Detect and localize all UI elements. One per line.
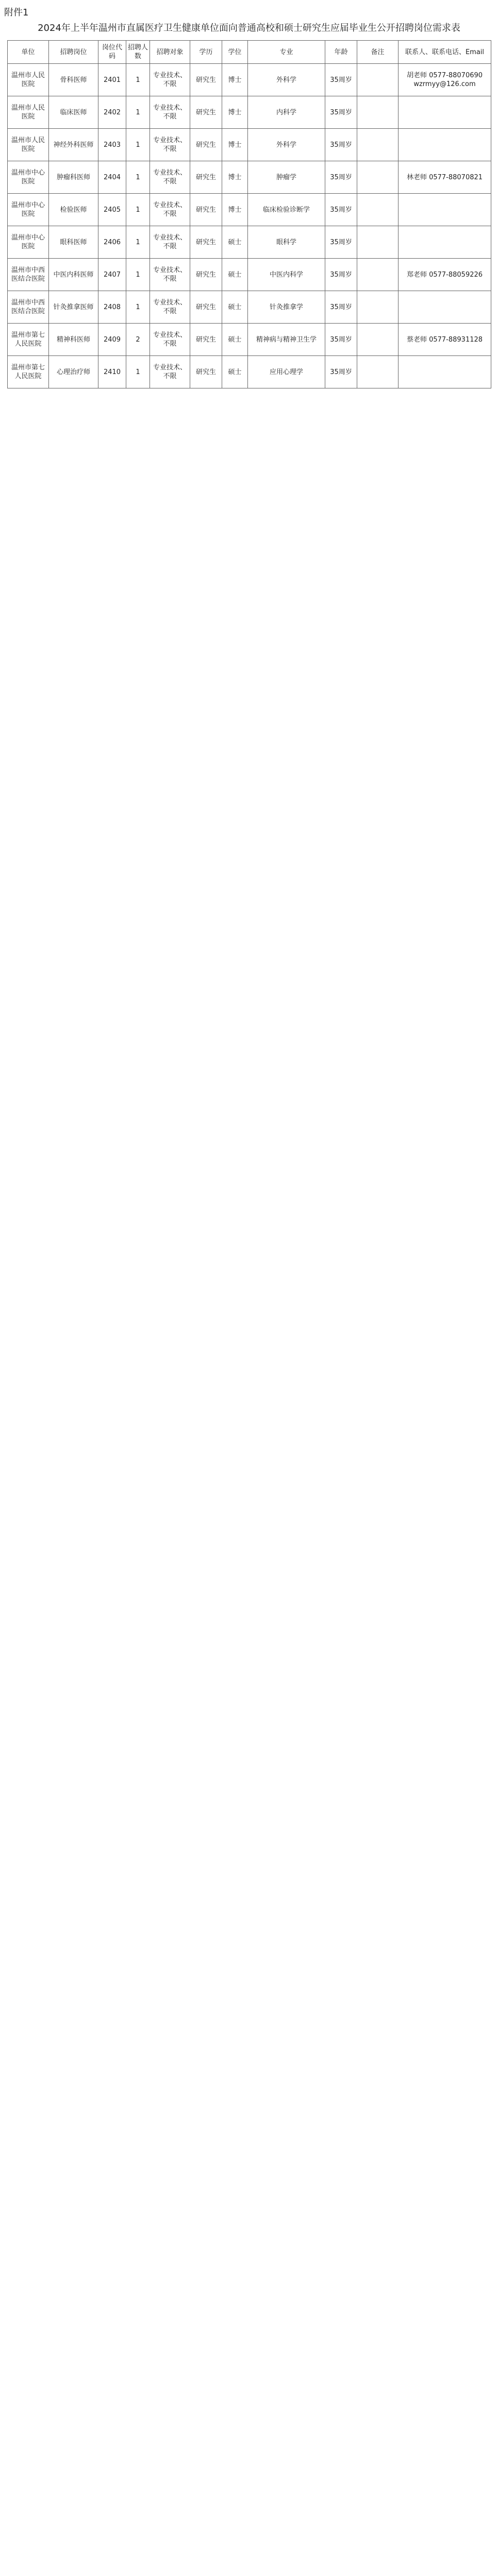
table-cell: 硕士: [222, 291, 248, 324]
table-cell: [357, 324, 399, 356]
table-cell: 研究生: [190, 194, 222, 226]
table-cell: 精神病与精神卫生学: [248, 324, 325, 356]
table-cell: 硕士: [222, 324, 248, 356]
table-cell: 专业技术、不限: [150, 129, 190, 161]
table-cell: 1: [126, 226, 150, 259]
table-cell: 硕士: [222, 356, 248, 388]
table-cell: 博士: [222, 96, 248, 129]
column-header: 招聘岗位: [49, 41, 98, 64]
table-cell: 专业技术、不限: [150, 291, 190, 324]
column-header: 专业: [248, 41, 325, 64]
table-cell: 中医内科学: [248, 259, 325, 291]
table-row: [8, 291, 491, 324]
table-cell: 内科学: [248, 96, 325, 129]
table-row: [8, 64, 491, 96]
table-cell: 35周岁: [325, 64, 357, 96]
table-cell: 专业技术、不限: [150, 64, 190, 96]
table-row: [8, 96, 491, 129]
table-cell: 35周岁: [325, 194, 357, 226]
table-cell: 肿瘤学: [248, 161, 325, 194]
table-cell: 温州市中心医院: [8, 226, 49, 259]
attachment-label: 附件1: [4, 7, 29, 18]
table-cell: [399, 226, 491, 259]
table-cell: 2408: [98, 291, 126, 324]
table-cell: [357, 194, 399, 226]
table-cell: 研究生: [190, 226, 222, 259]
table-cell: 温州市中心医院: [8, 194, 49, 226]
table-cell: 针灸推拿医师: [49, 291, 98, 324]
table-cell: 2405: [98, 194, 126, 226]
table-cell: 1: [126, 129, 150, 161]
table-cell: 2406: [98, 226, 126, 259]
table-cell: 针灸推拿学: [248, 291, 325, 324]
table-row: [8, 259, 491, 291]
table-cell: 1: [126, 64, 150, 96]
table-cell: 2410: [98, 356, 126, 388]
table-cell: 温州市中西医结合医院: [8, 291, 49, 324]
table-cell: [399, 291, 491, 324]
column-header: 单位: [8, 41, 49, 64]
table-cell: 心理治疗师: [49, 356, 98, 388]
table-cell: 硕士: [222, 259, 248, 291]
table-cell: 35周岁: [325, 324, 357, 356]
table-cell: 专业技术、不限: [150, 96, 190, 129]
table-cell: 1: [126, 259, 150, 291]
table-cell: 郑老师 0577-88059226: [399, 259, 491, 291]
table-cell: 温州市人民医院: [8, 96, 49, 129]
page-title: 2024年上半年温州市直属医疗卫生健康单位面向普通高校和硕士研究生应届毕业生公开招聘岗位需求表: [38, 23, 460, 33]
table-cell: 温州市人民医院: [8, 129, 49, 161]
table-cell: 1: [126, 96, 150, 129]
table-cell: 研究生: [190, 291, 222, 324]
table-cell: 35周岁: [325, 291, 357, 324]
table-cell: 研究生: [190, 96, 222, 129]
table-cell: 专业技术、不限: [150, 324, 190, 356]
table-cell: 研究生: [190, 324, 222, 356]
table-cell: 2403: [98, 129, 126, 161]
table-cell: [357, 259, 399, 291]
table-header-row: [8, 41, 491, 64]
column-header: 岗位代码: [98, 41, 126, 64]
table-cell: 外科学: [248, 64, 325, 96]
table-cell: [399, 356, 491, 388]
table-cell: 博士: [222, 194, 248, 226]
table-cell: 35周岁: [325, 129, 357, 161]
table-cell: [399, 129, 491, 161]
table-cell: 眼科医师: [49, 226, 98, 259]
table-cell: 临床检验诊断学: [248, 194, 325, 226]
table-cell: 1: [126, 161, 150, 194]
table-cell: 35周岁: [325, 226, 357, 259]
table-row: [8, 129, 491, 161]
table-cell: 神经外科医师: [49, 129, 98, 161]
column-header: 备注: [357, 41, 399, 64]
table-row: [8, 356, 491, 388]
table-cell: 2407: [98, 259, 126, 291]
table-cell: [357, 96, 399, 129]
table-cell: 专业技术、不限: [150, 356, 190, 388]
table-cell: 专业技术、不限: [150, 161, 190, 194]
table-cell: 研究生: [190, 259, 222, 291]
table-cell: 肿瘤科医师: [49, 161, 98, 194]
table-cell: 2404: [98, 161, 126, 194]
table-cell: 2409: [98, 324, 126, 356]
table-cell: 研究生: [190, 64, 222, 96]
table-row: [8, 226, 491, 259]
table-cell: 林老师 0577-88070821: [399, 161, 491, 194]
table-cell: 眼科学: [248, 226, 325, 259]
table-cell: [357, 64, 399, 96]
table-cell: 温州市第七人民医院: [8, 324, 49, 356]
table-cell: 2: [126, 324, 150, 356]
table-cell: 研究生: [190, 356, 222, 388]
column-header: 学历: [190, 41, 222, 64]
table-cell: 温州市中西医结合医院: [8, 259, 49, 291]
table-cell: 35周岁: [325, 356, 357, 388]
table-cell: 博士: [222, 129, 248, 161]
column-header: 招聘对象: [150, 41, 190, 64]
table-cell: [357, 161, 399, 194]
job-table: [7, 40, 491, 388]
table-cell: 1: [126, 291, 150, 324]
column-header: 联系人、联系电话、Email: [399, 41, 491, 64]
table-cell: 胡老师 0577-88070690 wzrmyy@126.com: [399, 64, 491, 96]
table-row: [8, 161, 491, 194]
table-cell: 蔡老师 0577-88931128: [399, 324, 491, 356]
table-cell: 专业技术、不限: [150, 194, 190, 226]
column-header: 年龄: [325, 41, 357, 64]
table-cell: 35周岁: [325, 96, 357, 129]
table-cell: [357, 129, 399, 161]
table-cell: [399, 96, 491, 129]
table-cell: [399, 194, 491, 226]
table-cell: 专业技术、不限: [150, 226, 190, 259]
table-cell: 硕士: [222, 226, 248, 259]
table-cell: [357, 356, 399, 388]
table-cell: 检验医师: [49, 194, 98, 226]
table-cell: 2401: [98, 64, 126, 96]
table-cell: 2402: [98, 96, 126, 129]
table-row: [8, 194, 491, 226]
table-cell: 外科学: [248, 129, 325, 161]
column-header: 学位: [222, 41, 248, 64]
table-cell: 35周岁: [325, 161, 357, 194]
table-cell: 专业技术、不限: [150, 259, 190, 291]
table-cell: 1: [126, 194, 150, 226]
table-cell: 精神科医师: [49, 324, 98, 356]
table-row: [8, 324, 491, 356]
table-cell: 中医内科医师: [49, 259, 98, 291]
table-cell: 温州市第七人民医院: [8, 356, 49, 388]
table-cell: [357, 291, 399, 324]
column-header: 招聘人数: [126, 41, 150, 64]
table-cell: 应用心理学: [248, 356, 325, 388]
table-cell: 博士: [222, 161, 248, 194]
table-cell: 温州市中心医院: [8, 161, 49, 194]
table-cell: 临床医师: [49, 96, 98, 129]
table-cell: [357, 226, 399, 259]
table-cell: 35周岁: [325, 259, 357, 291]
table-cell: 研究生: [190, 161, 222, 194]
table-cell: 研究生: [190, 129, 222, 161]
table-cell: 温州市人民医院: [8, 64, 49, 96]
table-cell: 博士: [222, 64, 248, 96]
table-cell: 1: [126, 356, 150, 388]
table-body: [8, 64, 491, 388]
table-cell: 骨科医师: [49, 64, 98, 96]
